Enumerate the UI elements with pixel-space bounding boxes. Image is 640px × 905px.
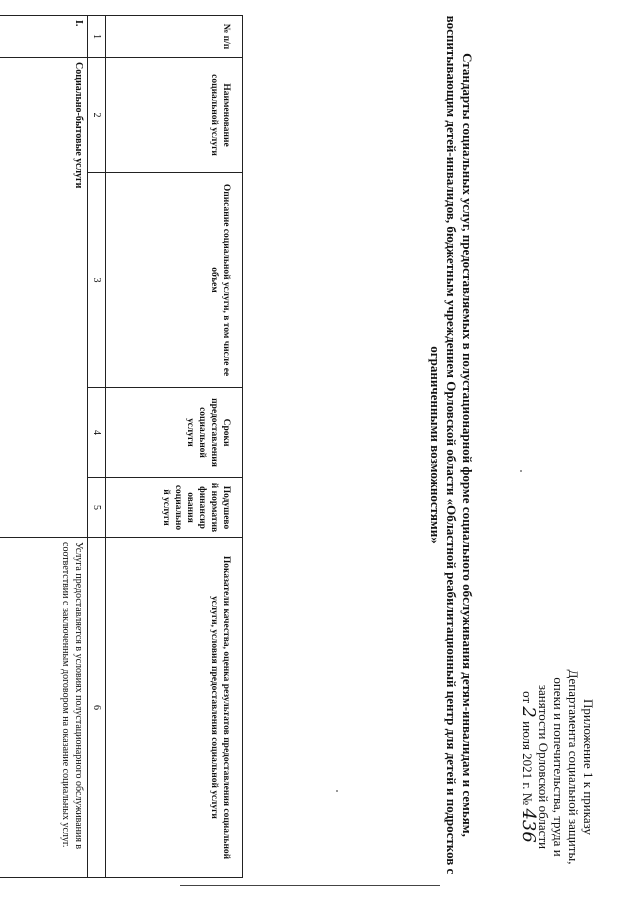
appendix-line-2: Департамента социальной защиты,	[566, 669, 581, 865]
header-funding-norm: Подушево й норматив финансир ования социально й услуги	[106, 478, 243, 538]
header-description: Описание социальной услуги, в том числе ее объем	[106, 173, 243, 388]
scan-edge-line	[180, 885, 440, 886]
column-number: 3	[88, 173, 106, 388]
scan-speck	[336, 790, 338, 792]
header-service-name: Наименование социальной услуги	[106, 58, 243, 173]
table-header-row	[106, 16, 243, 878]
column-number: 4	[88, 388, 106, 478]
section-conditions: Услуга предоставляется в условиях полустационарного обслуживания в соответствии с заключенным договором на оказание социальных услуг.	[0, 538, 88, 878]
scan-speck	[520, 470, 522, 472]
column-number: 2	[88, 58, 106, 173]
appendix-line-3: опеки и попечительства, труда и	[551, 677, 566, 857]
date-prefix: от	[520, 691, 535, 704]
column-number: 5	[88, 478, 106, 538]
appendix-block	[520, 652, 596, 882]
standards-table	[0, 15, 243, 878]
document-title: Стандарты социальных услуг, предоставляемых в полустационарной форме социального обслуживания детям-инвалидам и семьям, воспитывающим детей-инвалидов, бюджетным учреждением Орловской области «Областной реабилитационный центр для детей и подростков с ограниченными возможностями»	[428, 15, 475, 875]
appendix-line-1: Приложение 1 к приказу	[581, 698, 596, 835]
appendix-line-4: занятости Орловской области	[536, 684, 551, 850]
section-number: I.	[0, 16, 88, 58]
appendix-date-line	[518, 652, 539, 882]
header-quality-indicators: Показатели качества, оценка результатов предоставления социальной услуги, условия предоставления социальной услуги	[106, 538, 243, 878]
date-suffix: июля 2021 г. №	[520, 721, 535, 806]
handwritten-order-number: 436	[518, 808, 539, 843]
column-numbers-row	[88, 16, 106, 878]
header-terms: Сроки предоставления социальной услуги	[106, 388, 243, 478]
header-number: № п/п	[106, 16, 243, 58]
section-name: Социально-бытовые услуги	[0, 58, 88, 538]
section-row	[0, 16, 88, 878]
column-number: 1	[88, 16, 106, 58]
column-number: 6	[88, 538, 106, 878]
handwritten-day: 2	[518, 706, 539, 718]
